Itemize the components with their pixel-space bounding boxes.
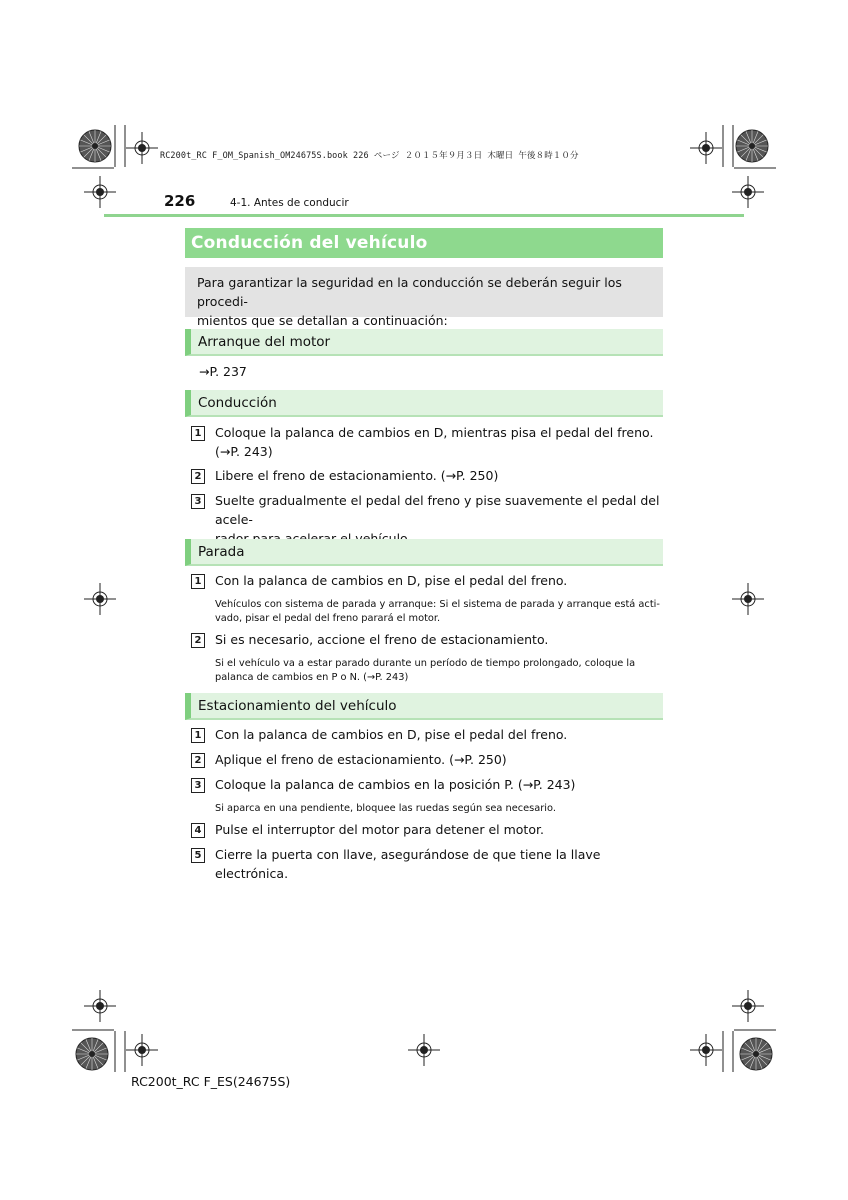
section-heading-text: Estacionamiento del vehículo — [198, 697, 397, 714]
step-number: 2 — [191, 633, 205, 648]
intro-box — [185, 267, 663, 328]
step-line: Coloque la palanca de cambios en D, mientras pisa el pedal del freno. — [215, 425, 654, 440]
step-text: Con la palanca de cambios en D, pise el pedal del freno. — [215, 573, 568, 588]
step-number: 5 — [191, 848, 205, 863]
page-title: Conducción del vehículo — [191, 233, 428, 253]
step-note — [215, 657, 663, 685]
section-heading-parada — [185, 539, 663, 566]
page-title-bar — [185, 228, 663, 258]
note-line: vado, pisar el pedal del freno parará el motor. — [215, 613, 441, 624]
step-line: (→P. 243) — [215, 444, 273, 459]
step-text: Si es necesario, accione el freno de estacionamiento. — [215, 632, 549, 647]
step-number: 1 — [191, 574, 205, 589]
section-heading-text: Conducción — [198, 394, 277, 411]
note-line: Vehículos con sistema de parada y arranque: Si el sistema de parada y arranque está acti- — [215, 599, 660, 610]
section-heading-text: Parada — [198, 543, 245, 560]
step-number: 4 — [191, 823, 205, 838]
section-heading-conduccion — [185, 390, 663, 417]
section-heading-text: Arranque del motor — [198, 333, 331, 350]
step-text: Cierre la puerta con llave, asegurándose de que tiene la llave electrónica. — [215, 847, 601, 881]
step-text — [215, 423, 663, 461]
step-text: Aplique el freno de estacionamiento. (→P. 250) — [215, 752, 507, 767]
step-number: 1 — [191, 728, 205, 743]
step-number: 1 — [191, 426, 205, 441]
section-heading-arranque — [185, 329, 663, 356]
intro-line-2: mientos que se detallan a continuación: — [197, 313, 448, 328]
step-note: Si aparca en una pendiente, bloquee las ruedas según sea necesario. — [215, 803, 556, 814]
note-line: palanca de cambios en P o N. (→P. 243) — [215, 672, 409, 683]
intro-line-1: Para garantizar la seguridad en la conducción se deberán seguir los procedi- — [197, 275, 622, 309]
step-number: 2 — [191, 753, 205, 768]
step-text: Pulse el interruptor del motor para detener el motor. — [215, 822, 544, 837]
step-number: 2 — [191, 469, 205, 484]
step-number: 3 — [191, 778, 205, 793]
section-heading-estacionamiento — [185, 693, 663, 720]
chapter-title: 4-1. Antes de conducir — [230, 197, 349, 209]
page-number: 226 — [164, 192, 196, 210]
step-number: 3 — [191, 494, 205, 509]
note-line: Si el vehículo va a estar parado durante un período de tiempo prolongado, coloque la — [215, 658, 636, 669]
print-info-line: RC200t_RC F_OM_Spanish_OM24675S.book 226 ページ ２０１５年９月３日 木曜日 午後８時１０分 — [160, 151, 579, 161]
step-line: Libere el freno de estacionamiento. (→P. 250) — [215, 468, 499, 483]
footer-code: RC200t_RC F_ES(24675S) — [131, 1074, 291, 1089]
arranque-page-ref: →P. 237 — [199, 364, 247, 379]
header-rule — [104, 214, 744, 217]
step-line: Suelte gradualmente el pedal del freno y pise suavemente el pedal del acele- — [215, 493, 660, 527]
step-text — [215, 466, 663, 485]
step-text: Coloque la palanca de cambios en la posición P. (→P. 243) — [215, 777, 576, 792]
step-note — [215, 598, 663, 626]
step-text: Con la palanca de cambios en D, pise el pedal del freno. — [215, 727, 568, 742]
